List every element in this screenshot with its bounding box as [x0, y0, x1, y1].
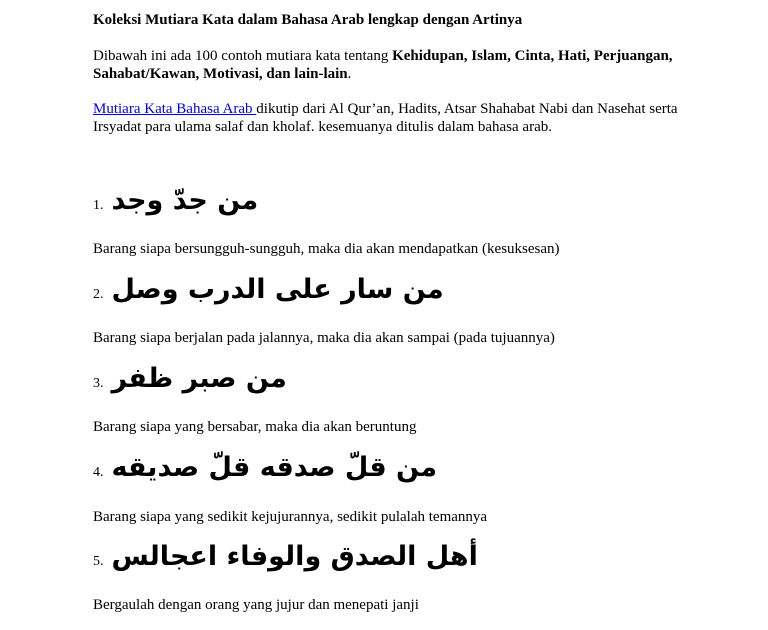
quote-arabic: من قلّ صدقه قلّ صديقه [111, 452, 438, 483]
quote-arabic: من جدّ وجد [111, 185, 259, 216]
source-text: dikutip dari Al Qur’an, Hadits, Atsar Shahabat Nabi dan Nasehat serta Irsyadat para ulama salaf dan kholaf. kesemuanya ditulis dalam bahasa arab. [93, 101, 678, 135]
quote-heading [93, 363, 287, 403]
quote-heading [93, 541, 478, 581]
intro-paragraph [93, 47, 693, 83]
intro-topics: Kehidupan, Islam, Cinta, Hati, Perjuangan, Sahabat/Kawan, Motivasi, dan lain-lain [93, 48, 673, 82]
quote-meaning: Barang siapa yang sedikit kejujurannya, sedikit pulalah temannya [93, 509, 488, 525]
quote-arabic: من صبر ظفر [111, 363, 287, 394]
quote-arabic: من سار علی الدرب وصل [111, 274, 444, 305]
document-title: Koleksi Mutiara Kata dalam Bahasa Arab lengkap dengan Artinya [93, 12, 523, 28]
quote-meaning: Barang siapa yang bersabar, maka dia akan beruntung [93, 419, 417, 435]
quote-meaning: Bergaulah dengan orang yang jujur dan menepati janji [93, 597, 419, 613]
intro-prefix: Dibawah ini ada 100 contoh mutiara kata tentang [93, 48, 393, 64]
quote-number: 1. [93, 198, 104, 213]
quote-number: 5. [93, 554, 104, 569]
source-link[interactable]: Mutiara Kata Bahasa Arab [93, 101, 257, 117]
quote-meaning: Barang siapa bersungguh-sungguh, maka dia akan mendapatkan (kesuksesan) [93, 241, 560, 257]
quote-heading [93, 185, 258, 225]
quote-heading [93, 452, 437, 492]
quote-arabic: أهل الصدق والوفاء اعجالس [111, 541, 478, 572]
quote-meaning: Barang siapa berjalan pada jalannya, maka dia akan sampai (pada tujuannya) [93, 330, 555, 346]
source-paragraph [93, 100, 693, 136]
intro-suffix: . [347, 66, 352, 82]
quote-number: 2. [93, 287, 104, 302]
quote-number: 3. [93, 376, 104, 391]
quote-number: 4. [93, 465, 104, 480]
quote-heading [93, 274, 444, 314]
